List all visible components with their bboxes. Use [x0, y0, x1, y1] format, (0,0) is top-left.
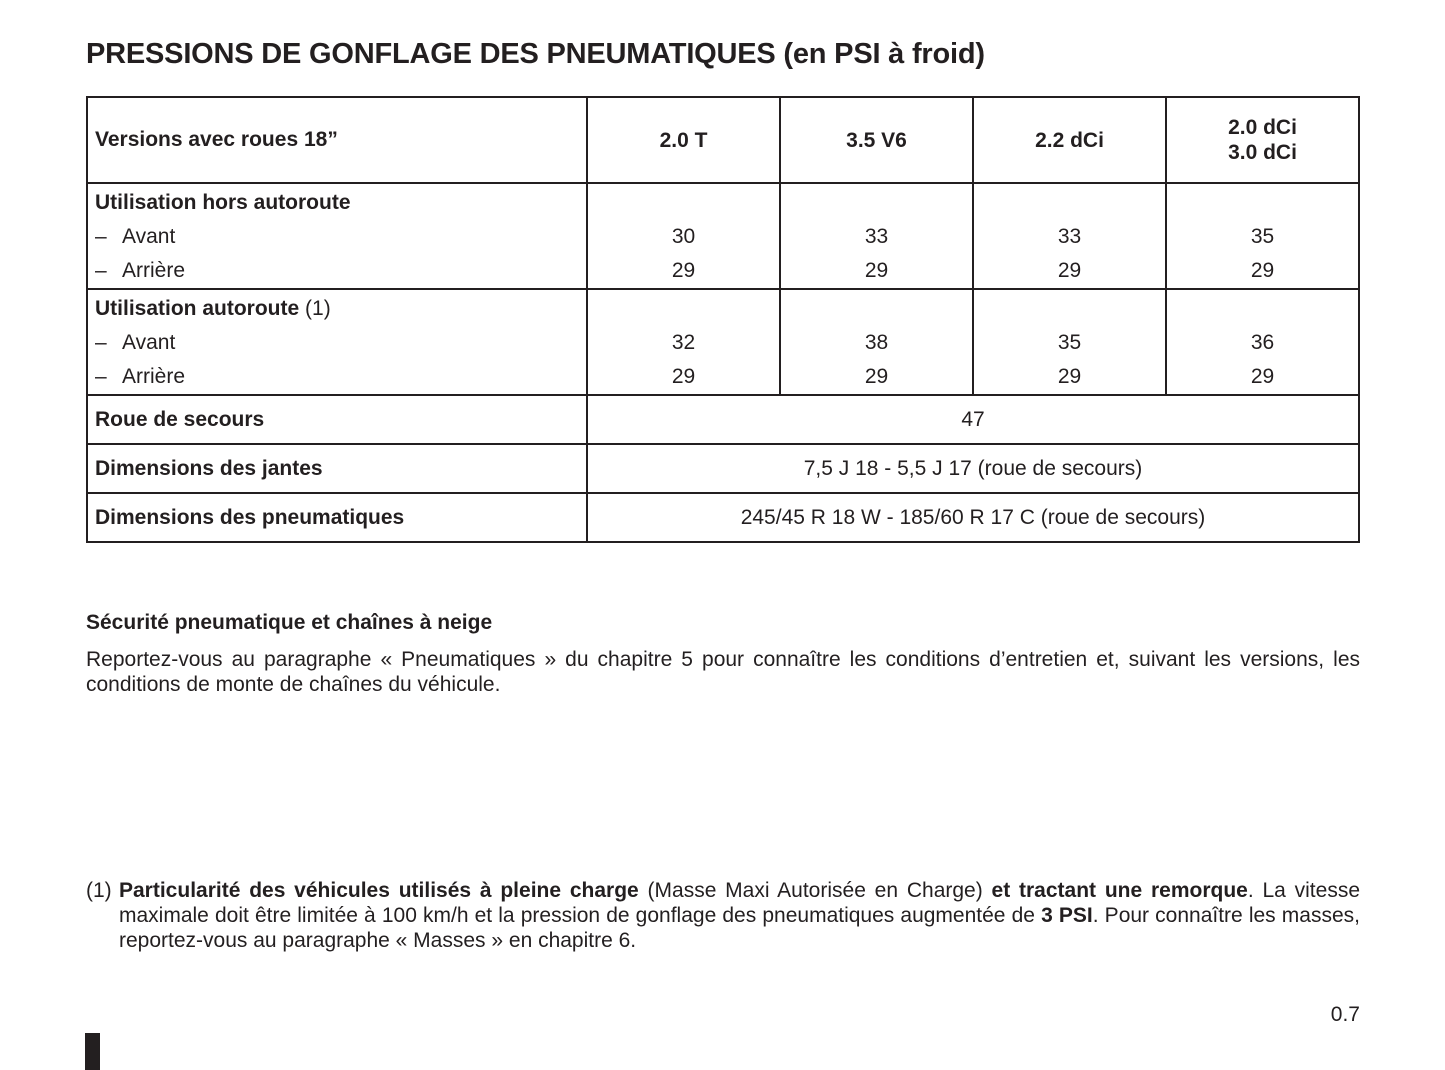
front-value: 30: [671, 225, 696, 248]
rear-value: 29: [864, 259, 889, 282]
version-header-line: 2.0 dCi: [1228, 116, 1297, 139]
rear-value: 29: [864, 365, 889, 388]
row-label-cell: [87, 289, 587, 395]
front-label: Avant: [122, 225, 176, 248]
section-heading: Sécurité pneumatique et chaînes à neige: [86, 611, 493, 634]
value-cell: [587, 289, 780, 395]
row-label-cell: [87, 183, 587, 289]
footnote-span: . La vitesse maximale doit être limitée à 100 km/h et la pression de gonflage des pneumatiques augmentée de: [119, 879, 1361, 927]
tyres-label: Dimensions des pneumatiques: [87, 493, 587, 542]
rear-value: 29: [1250, 259, 1275, 282]
version-header: [1166, 97, 1359, 183]
dash: –: [95, 331, 107, 354]
rear-value: 29: [1057, 259, 1082, 282]
value-cell: [587, 183, 780, 289]
version-header: 3.5 V6: [780, 97, 973, 183]
footnote-span: . Pour connaître les masses, reportez-vous au paragraphe « Masses » en chapitre 6.: [119, 904, 1360, 952]
footnote-bold: Particularité des véhicules utilisés à pleine charge: [119, 879, 639, 902]
footnote-bold: 3 PSI: [1041, 904, 1093, 927]
spare-label: Roue de secours: [87, 395, 587, 444]
chapter-edge-marker: [85, 1033, 100, 1070]
front-value: 36: [1250, 331, 1275, 354]
table-row-off-highway: [87, 183, 1359, 289]
footnote: [86, 878, 1360, 953]
rear-label: Arrière: [122, 365, 186, 388]
dash: –: [95, 365, 107, 388]
spare-value: 47: [587, 395, 1359, 444]
front-value: 32: [671, 331, 696, 354]
value-cell: [1166, 289, 1359, 395]
front-label: Avant: [122, 331, 176, 354]
group-title: Utilisation autoroute: [95, 297, 300, 320]
front-value: 35: [1057, 331, 1082, 354]
page-title: PRESSIONS DE GONFLAGE DES PNEUMATIQUES (en PSI à froid): [86, 38, 985, 70]
front-value: 35: [1250, 225, 1275, 248]
value-cell: [973, 289, 1166, 395]
tyres-value: 245/45 R 18 W - 185/60 R 17 C (roue de secours): [587, 493, 1359, 542]
value-cell: [780, 183, 973, 289]
table-row-highway: [87, 289, 1359, 395]
rear-label: Arrière: [122, 259, 186, 282]
value-cell: [973, 183, 1166, 289]
footnote-text: [119, 878, 1360, 953]
group-title: Utilisation hors autoroute: [95, 191, 351, 214]
front-value: 33: [1057, 225, 1082, 248]
rear-value: 29: [671, 365, 696, 388]
rear-value: 29: [1057, 365, 1082, 388]
footnote-span: (Masse Maxi Autorisée en Charge): [638, 879, 992, 902]
header-label: Versions avec roues 18”: [87, 97, 587, 183]
rear-value: 29: [1250, 365, 1275, 388]
table-row-tyres: [87, 493, 1359, 542]
footnote-marker: (1): [86, 879, 112, 902]
version-header: 2.2 dCi: [973, 97, 1166, 183]
page-number: 0.7: [1330, 1003, 1360, 1026]
tire-pressure-table: [86, 96, 1360, 543]
dash: –: [95, 259, 107, 282]
rear-value: 29: [671, 259, 696, 282]
footnote-bold: et tractant une remorque: [991, 879, 1248, 902]
rims-label: Dimensions des jantes: [87, 444, 587, 493]
table-row-rims: [87, 444, 1359, 493]
dash: –: [95, 225, 107, 248]
front-value: 33: [864, 225, 889, 248]
section-body: Reportez-vous au paragraphe « Pneumatiques » du chapitre 5 pour connaître les conditions d’entretien et, suivant les versions, les conditions de monte de chaînes du véhicule.: [86, 648, 1360, 696]
rims-value: 7,5 J 18 - 5,5 J 17 (roue de secours): [587, 444, 1359, 493]
front-value: 38: [864, 331, 889, 354]
value-cell: [1166, 183, 1359, 289]
table-header-row: [87, 97, 1359, 183]
value-cell: [780, 289, 973, 395]
version-header: 2.0 T: [587, 97, 780, 183]
footnote-ref: (1): [305, 297, 331, 320]
version-header-line: 3.0 dCi: [1228, 141, 1297, 164]
table-row-spare: [87, 395, 1359, 444]
